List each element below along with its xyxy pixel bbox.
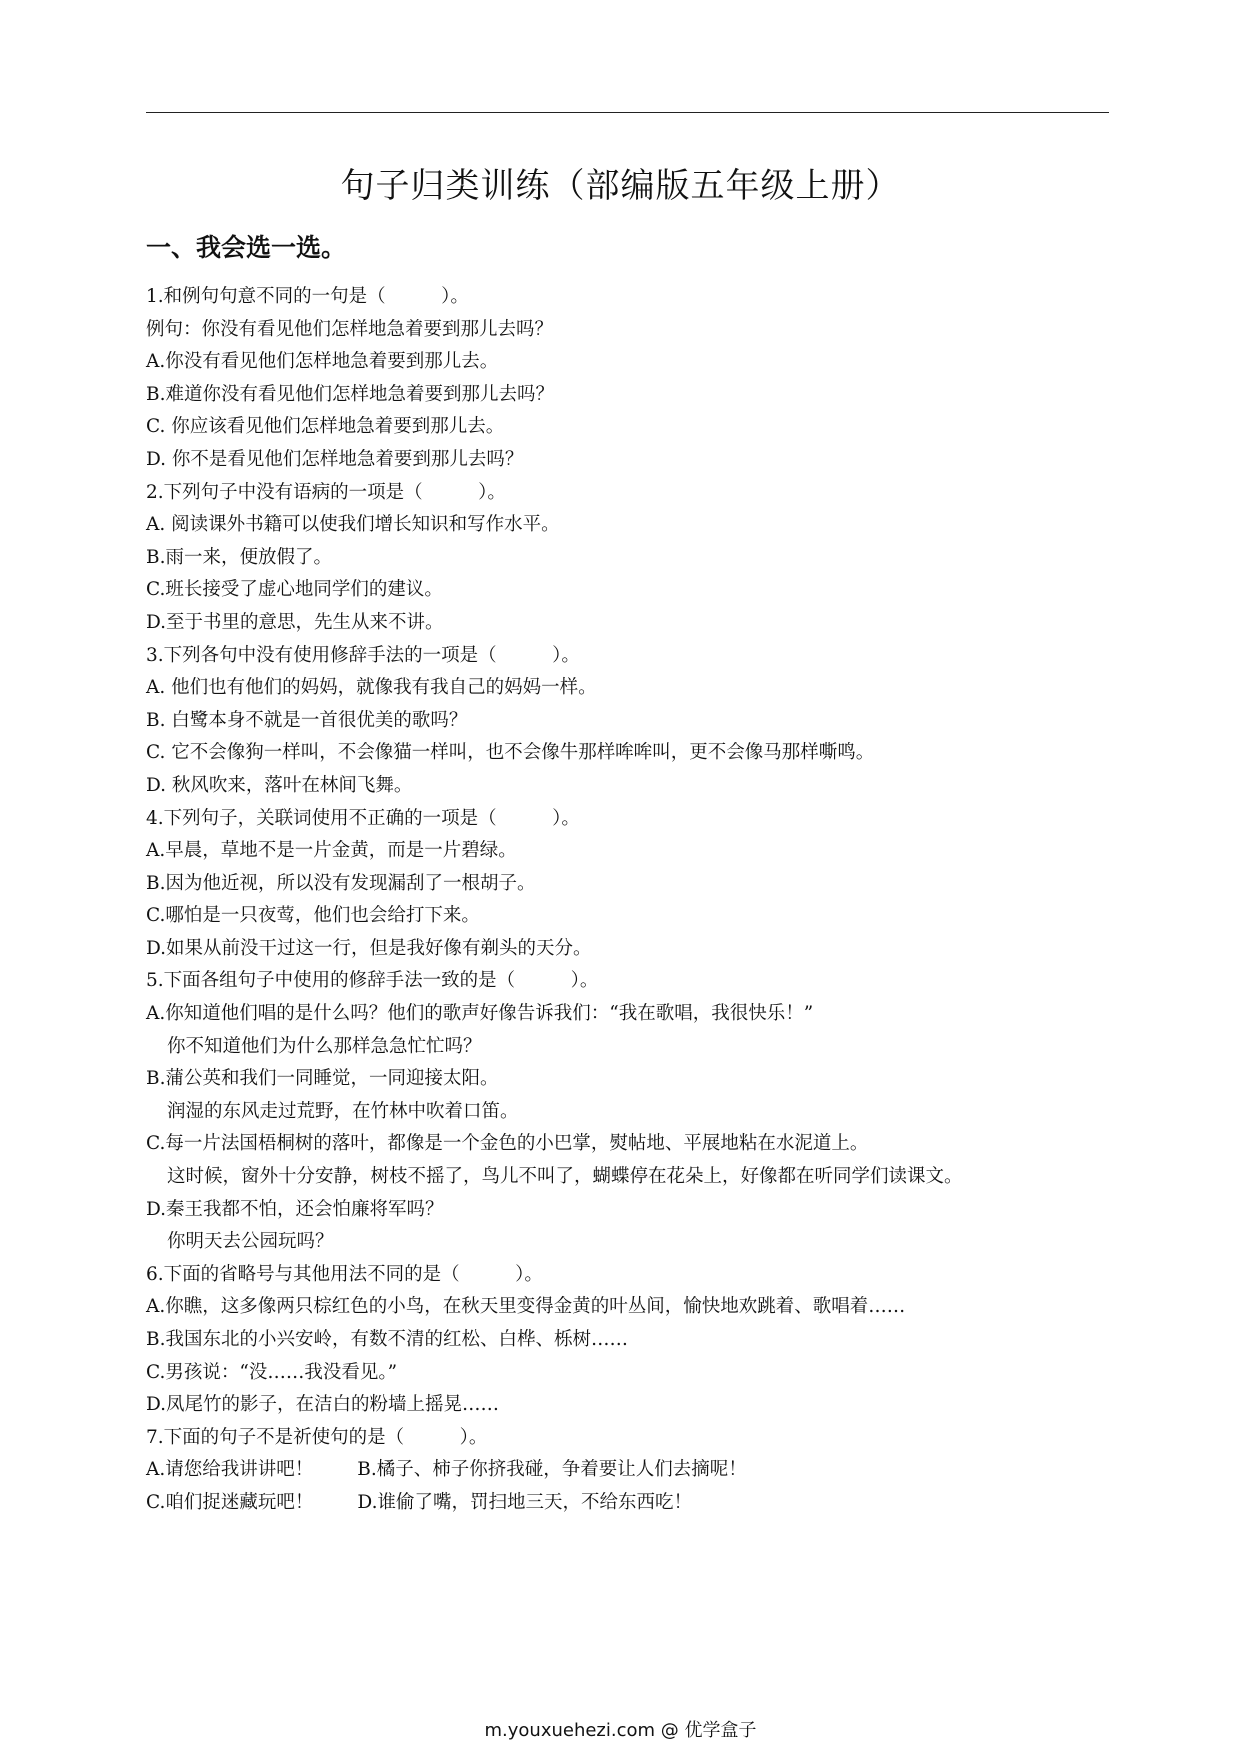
question-4-stem: 4.下列句子，关联词使用不正确的一项是（ ）。 — [146, 807, 580, 829]
question-2-stem: 2.下列句子中没有语病的一项是（ ）。 — [146, 481, 506, 503]
question-1-example: 例句：你没有看见他们怎样地急着要到那儿去吗？ — [146, 318, 554, 340]
question-5-option-b-line-1: B.蒲公英和我们一同睡觉，一同迎接太阳。 — [146, 1068, 499, 1090]
question-4-option-c: C.哪怕是一只夜莺，他们也会给打下来。 — [146, 905, 480, 927]
question-6-option-c: C.男孩说：“没……我没看见。” — [146, 1361, 398, 1383]
question-4-option-b: B.因为他近视，所以没有发现漏刮了一根胡子。 — [146, 872, 536, 894]
question-5-option-a-line-1: A.你知道他们唱的是什么吗？他们的歌声好像告诉我们：“我在歌唱，我很快乐！” — [146, 1003, 814, 1025]
question-1-stem: 1.和例句句意不同的一句是（ ）。 — [146, 286, 469, 307]
question-7-option-d: D.谁偷了嘴，罚扫地三天，不给东西吃！ — [357, 1491, 692, 1513]
question-4-option-a: A.早晨，草地不是一片金黄，而是一片碧绿。 — [146, 840, 517, 862]
question-7-options-row-2 — [146, 1487, 1136, 1520]
question-7-stem: 7.下面的句子不是祈使句的是（ ）。 — [146, 1426, 488, 1448]
question-5-option-a-line-2: 你不知道他们为什么那样急急忙忙吗？ — [167, 1035, 482, 1057]
question-3-option-a: A. 他们也有他们的妈妈，就像我有我自己的妈妈一样。 — [146, 677, 597, 699]
footer-watermark: m.youxuehezi.com @ 优学盒子 — [484, 1720, 757, 1741]
question-1-option-a: A.你没有看见他们怎样地急着要到那儿去。 — [146, 351, 499, 373]
question-3-option-c: C. 它不会像狗一样叫，不会像猫一样叫，也不会像牛那样哞哞叫，更不会像马那样嘶鸣。 — [146, 742, 875, 764]
question-5-option-d-line-1: D.秦王我都不怕，还会怕廉将军吗？ — [146, 1198, 444, 1220]
question-4-option-d: D.如果从前没干过这一行，但是我好像有剃头的天分。 — [146, 937, 592, 959]
question-7-options-row-1 — [146, 1454, 1136, 1487]
question-3-stem: 3.下列各句中没有使用修辞手法的一项是（ ）。 — [146, 644, 580, 666]
header-rule — [146, 112, 1109, 113]
question-1-option-d: D. 你不是看见他们怎样地急着要到那儿去吗？ — [146, 448, 524, 470]
question-2-option-b: B.雨一来，便放假了。 — [146, 546, 332, 568]
question-1-option-c: C. 你应该看见他们怎样地急着要到那儿去。 — [146, 416, 505, 438]
question-3-option-d: D. 秋风吹来，落叶在林间飞舞。 — [146, 774, 413, 796]
question-3-option-b: B. 白鹭本身不就是一首很优美的歌吗？ — [146, 709, 468, 731]
question-5-option-c-line-1: C.每一片法国梧桐树的落叶，都像是一个金色的小巴掌，熨帖地、平展地粘在水泥道上。 — [146, 1133, 869, 1155]
question-5-option-c-line-2: 这时候，窗外十分安静，树枝不摇了，鸟儿不叫了，蝴蝶停在花朵上，好像都在听同学们读课文。 — [167, 1166, 963, 1188]
question-6-option-b: B.我国东北的小兴安岭，有数不清的红松、白桦、栎树…… — [146, 1329, 628, 1350]
question-5-stem: 5.下面各组句子中使用的修辞手法一致的是（ ）。 — [146, 970, 599, 992]
question-5-option-b-line-2: 润湿的东风走过荒野，在竹林中吹着口笛。 — [167, 1100, 519, 1122]
section-heading: 一、我会选一选。 — [146, 233, 347, 262]
question-7-option-b: B.橘子、柿子你挤我碰，争着要让人们去摘呢！ — [357, 1459, 747, 1481]
page-title: 句子归类训练（部编版五年级上册） — [340, 166, 901, 206]
question-7-option-a: A.请您给我讲讲吧！ — [146, 1459, 314, 1481]
question-5-option-d-line-2: 你明天去公园玩吗？ — [167, 1231, 334, 1253]
question-2-option-c: C.班长接受了虚心地同学们的建议。 — [146, 579, 443, 601]
question-list — [146, 281, 1136, 1520]
question-6-stem: 6.下面的省略号与其他用法不同的是（ ）。 — [146, 1263, 543, 1285]
question-6-option-d: D.凤尾竹的影子，在洁白的粉墙上摇晃…… — [146, 1394, 500, 1416]
question-6-option-a: A.你瞧，这多像两只棕红色的小鸟，在秋天里变得金黄的叶丛间，愉快地欢跳着、歌唱着…… — [146, 1296, 906, 1318]
question-1-option-b: B.难道你没有看见他们怎样地急着要到那儿去吗？ — [146, 383, 554, 405]
question-7-option-c: C.咱们捉迷藏玩吧！ — [146, 1491, 314, 1513]
question-2-option-d: D.至于书里的意思，先生从来不讲。 — [146, 611, 444, 633]
question-2-option-a: A. 阅读课外书籍可以使我们增长知识和写作水平。 — [146, 514, 560, 536]
